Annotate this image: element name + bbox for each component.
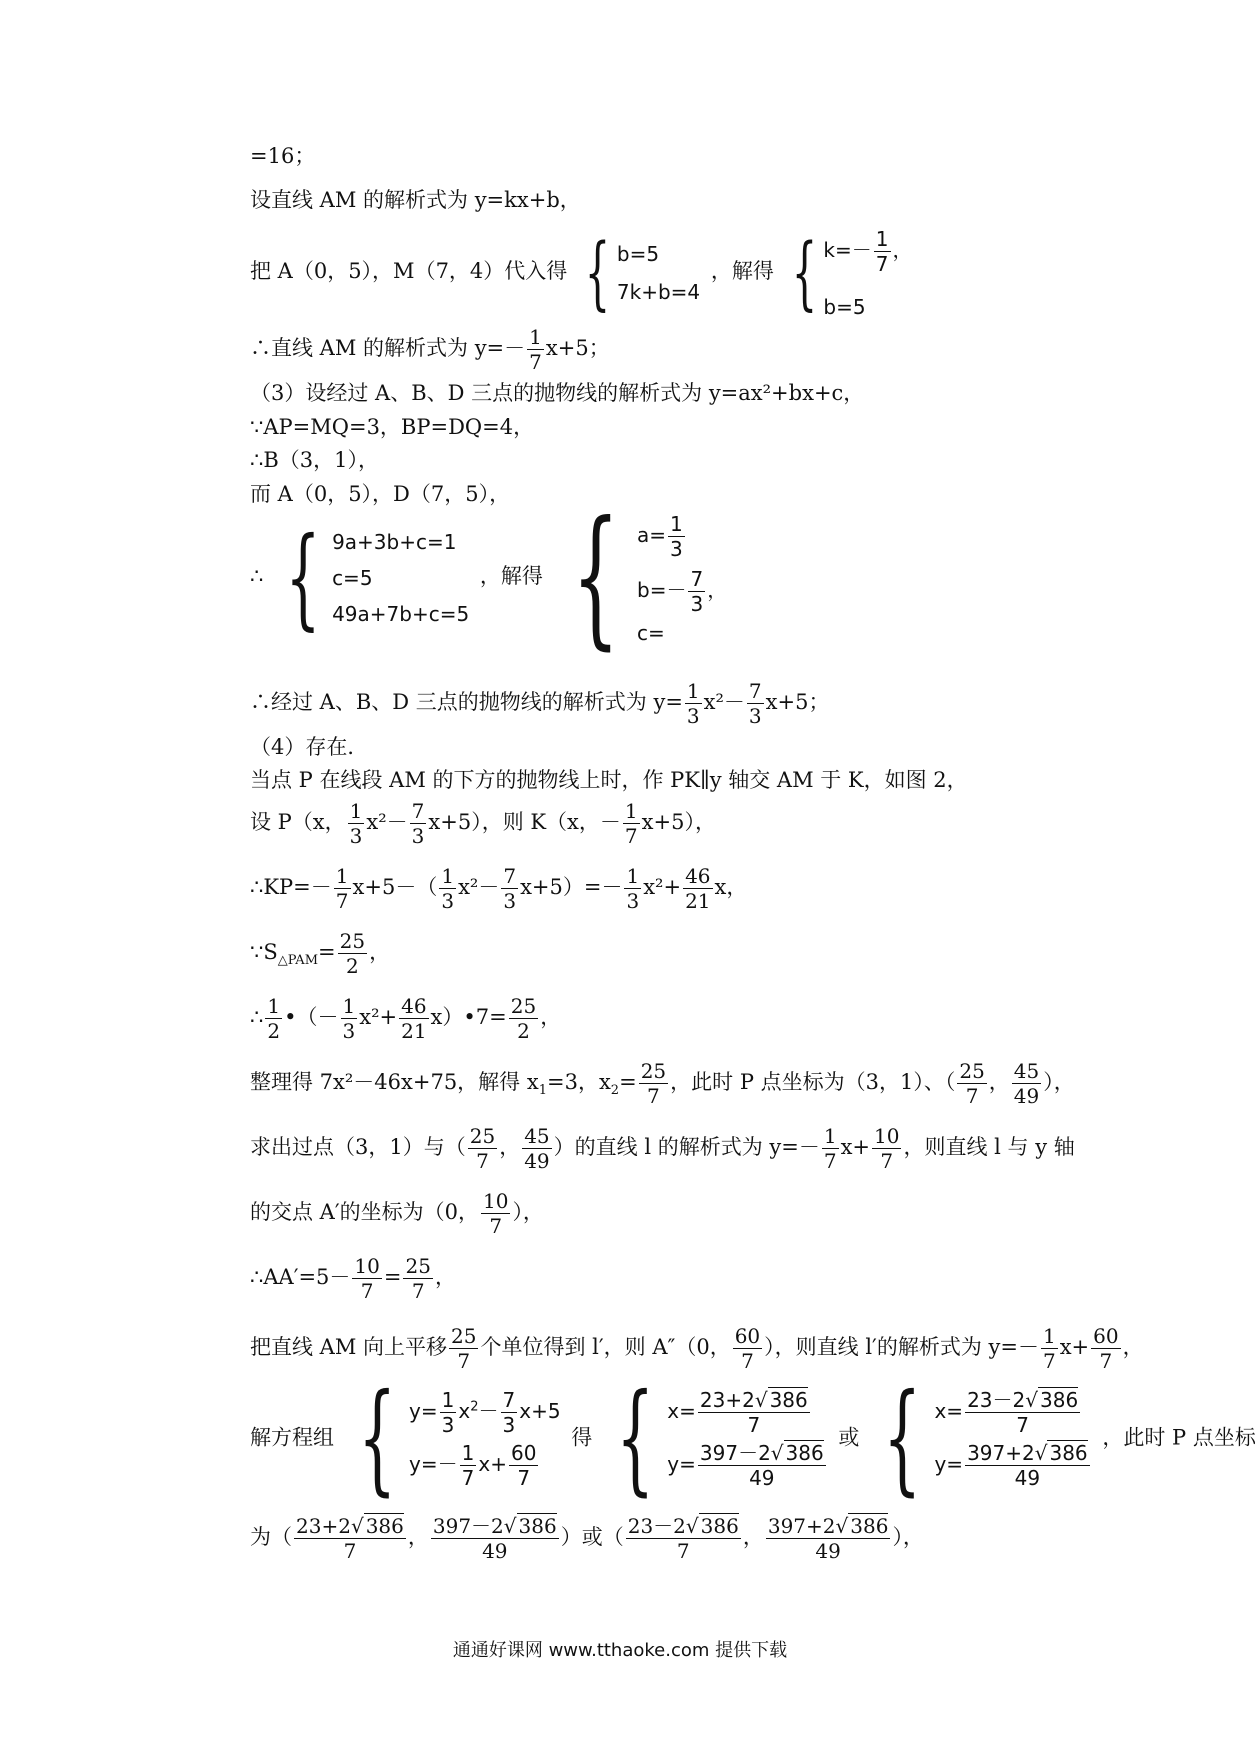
line-16: ∴ $\frac{1}{2}$ •（－ $\frac{1}{3}$ x²+ $\frac{46}{21}$ x）•7= $\frac{25}{2}$ ，	[250, 994, 562, 1043]
line-22: 解方程组 { y= $\frac{1}{3}$ $x^2-$ $\frac{7}{3}$ x+5 y=－ $\frac{1}{7}$ x+ $\frac{60}{7}$ 得 { x= $\frac{23+2√ 386}{7}$ y= $\frac{397-2√ 386}{49}$ 或 { x= $\frac{23-2√ 386}{7}$ y= $\frac{397+2√ 386}{49}$ ，此时 P 点坐标	[250, 1369, 1256, 1508]
line-21: 把直线 AM 向上平移 $\frac{25}{7}$ 个单位得到 l′，则 A″（0， $\frac{60}{7}$ ），则直线 l′的解析式为 y=－ $\frac{1}{7}$ x+ $\frac{60}{7}$ ，	[250, 1324, 1144, 1373]
line-6: ∵AP=MQ=3，BP=DQ=4，	[250, 415, 535, 439]
page-footer: 通通好课网 www.tthaoke.com 提供下载	[452, 1640, 788, 1661]
line-2: 设直线 AM 的解析式为 y=kx+b，	[250, 188, 581, 212]
line-8: 而 A（0，5），D（7，5），	[250, 482, 511, 506]
line-12: 当点 P 在线段 AM 的下方的抛物线上时，作 PK∥y 轴交 AM 于 K，如图 2，	[250, 768, 968, 792]
line-9: ∴ { 9a+3b+c=1 c=5 49a+7b+c=5 ，解得 { a= $\frac{1}{3}$ b=－ $\frac{7}{3}$ ， c=	[250, 490, 728, 664]
line-1: =16；	[250, 144, 316, 168]
line-20: ∴AA′=5－ $\frac{10}{7}$ = $\frac{25}{7}$ ，	[250, 1254, 456, 1303]
line-7: ∴B（3，1），	[250, 448, 380, 472]
line-18: 求出过点（3，1）与（ $\frac{25}{7}$ ， $\frac{45}{49}$ ）的直线 l 的解析式为 y=－ $\frac{1}{7}$ x+ $\frac{10}{7}$ ，则直线 l 与 y 轴	[250, 1124, 1075, 1173]
line-23: 为（ $\frac{23+2√ 386}{7}$ ， $\frac{397-2√ 386}{49}$ ）或（ $\frac{23-2√ 386}{7}$ ， $\frac{397+2√ 386}{49}$ ），	[250, 1514, 924, 1563]
line-19: 的交点 A′的坐标为（0， $\frac{10}{7}$ ），	[250, 1189, 544, 1238]
line-13: 设 P（x， $\frac{1}{3}$ x²－ $\frac{7}{3}$ x+5），则 K（x，－ $\frac{1}{7}$ x+5），	[250, 799, 716, 848]
line-3: 把 A（0，5），M（7，4）代入得 { b=5 7k+b=4 ，解得 { k=－ $\frac{1}{7}$ ， b=5	[250, 225, 913, 319]
line-4: ∴直线 AM 的解析式为 y=－ $\frac{1}{7}$ x+5；	[250, 325, 610, 374]
line-5: （3）设经过 A、B、D 三点的抛物线的解析式为 y=ax²+bx+c，	[250, 381, 865, 405]
line-15: $\because S_{\triangle PAM}=$ $\frac{25}{2}$ ，	[250, 929, 391, 978]
line-10: ∴经过 A、B、D 三点的抛物线的解析式为 y= $\frac{1}{3}$ x²－ $\frac{7}{3}$ x+5；	[250, 679, 830, 728]
line-17: 整理得 7x²－46x+75，解得 $x_1=3$，$x_2=$ $\frac{25}{7}$ ，此时 P 点坐标为（3，1）、（ $\frac{25}{7}$ ， $\frac{45}{49}$ ），	[250, 1059, 1075, 1108]
line-14: ∴KP=－ $\frac{1}{7}$ x+5－（ $\frac{1}{3}$ x²－ $\frac{7}{3}$ x+5）=－ $\frac{1}{3}$ x²+ $\frac{46}{21}$ x，	[250, 864, 748, 913]
line-11: （4）存在．	[250, 735, 369, 759]
